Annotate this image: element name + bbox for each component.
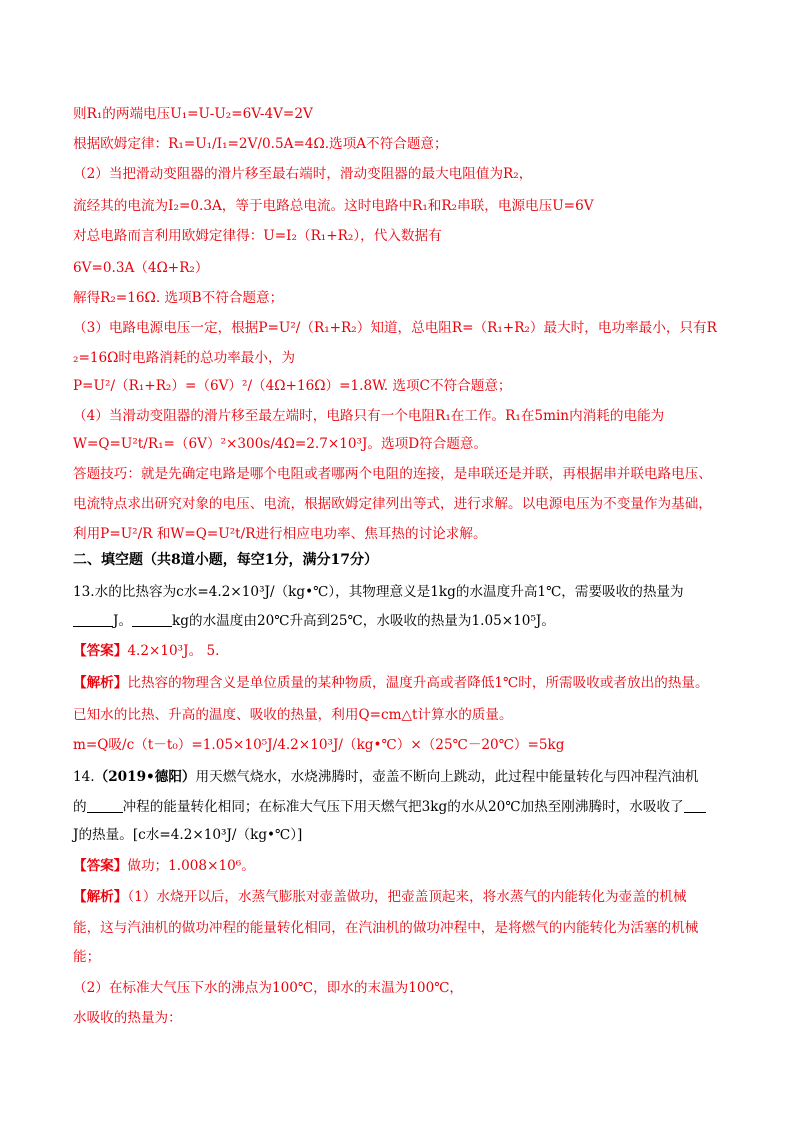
solution-line: 电流特点求出研究对象的电压、电流，根据欧姆定律列出等式，进行求解。以电源电压为不变量作为基础，: [73, 496, 712, 512]
solution-line: （2）当把滑动变阻器的滑片移至最右端时，滑动变阻器的最大电阻值为R₂，: [73, 166, 533, 182]
q13-line-2: J。 kg的水温度由20℃升高到25℃，水吸收的热量为1.05×10⁵J。: [73, 611, 740, 631]
q13-blank-1[interactable]: [73, 612, 113, 627]
solution-line: （4）当滑动变阻器的滑片移至最左端时，电路只有一个电阻R₁在工作。R₁在5min内消耗的电能为: [73, 408, 665, 424]
q14-analysis-2: 能，这与汽油机的做功冲程的能量转化相同，在汽油机的做功冲程中，是将燃气的内能转化为活塞的机械: [73, 920, 699, 936]
q14-line-3: J的热量。[c水=4.2×10³J/（kg•℃）]: [73, 827, 303, 843]
solution-line: 流经其的电流为I₂=0.3A，等于电路总电流。这时电路中R₁和R₂串联，电源电压U=6V: [73, 198, 594, 214]
solution-line: 答题技巧：就是先确定电路是哪个电阻或者哪两个电阻的连接，是串联还是并联，再根据串并联电路电压、: [73, 466, 712, 482]
q14-answer: 【答案】做功；1.008×10⁶。: [73, 858, 255, 874]
q13-blank-2[interactable]: [132, 612, 172, 627]
q14-analysis-4: （2）在标准大气压下水的沸点为100℃，即水的末温为100℃，: [73, 980, 464, 996]
q14-analysis-3: 能；: [73, 949, 101, 965]
q13-line-1: 13.水的比热容为c水=4.2×10³J/（kg•℃），其物理意义是1kg的水温度升高1℃，需要吸收的热量为: [73, 584, 684, 600]
q14-blank-1[interactable]: [87, 798, 123, 813]
q13-answer: 【答案】4.2×10³J。 5.: [73, 643, 220, 659]
solution-line: 利用P=U²/R 和W=Q=U²t/R进行相应电功率、焦耳热的讨论求解。: [73, 526, 487, 542]
solution-line: 对总电路而言利用欧姆定律得：U=I₂（R₁+R₂），代入数据有: [73, 228, 442, 244]
q14-analysis-1: 【解析】（1）水烧开以后，水蒸气膨胀对壶盖做功，把壶盖顶起来，将水蒸气的内能转化为壶盖的机械: [73, 889, 687, 905]
solution-line: ₂=16Ω时电路消耗的总功率最小，为: [73, 350, 296, 366]
q13-analysis-3: m=Q吸/c（t－t₀）=1.05×10⁵J/4.2×10³J/（kg•℃）×（25℃－20℃）=5kg: [73, 737, 565, 753]
solution-line: 解得R₂=16Ω. 选项B不符合题意；: [73, 290, 284, 306]
solution-line: （3）电路电源电压一定，根据P=U²/（R₁+R₂）知道，总电阻R=（R₁+R₂）最大时，电功率最小，只有R: [73, 320, 717, 336]
q14-line-2: 的 冲程的能量转化相同；在标准大气压下用天燃气把3kg的水从20℃加热至刚沸腾时，水吸收了: [73, 797, 740, 817]
q13-analysis-1: 【解析】比热容的物理含义是单位质量的某种物质，温度升高或者降低1℃时，所需吸收或者放出的热量。: [73, 675, 709, 691]
q14-blank-2[interactable]: [684, 798, 706, 813]
q14-analysis-5: 水吸收的热量为：: [73, 1010, 182, 1026]
solution-line: W=Q=U²t/R₁=（6V）²×300s/4Ω=2.7×10³J。选项D符合题意。: [73, 436, 488, 452]
solution-line: 则R₁的两端电压U₁=U-U₂=6V-4V=2V: [73, 106, 313, 122]
q13-analysis-2: 已知水的比热、升高的温度、吸收的热量，利用Q=cm△t计算水的质量。: [73, 707, 513, 723]
solution-line: 根据欧姆定律：R₁=U₁/I₁=2V/0.5A=4Ω.选项A不符合题意；: [73, 136, 448, 152]
section-heading: 二、填空题（共8道小题，每空1分，满分17分）: [73, 552, 378, 568]
solution-line: 6V=0.3A（4Ω+R₂）: [73, 260, 209, 276]
solution-line: P=U²/（R₁+R₂）=（6V）²/（4Ω+16Ω）=1.8W. 选项C不符合题意；: [73, 378, 512, 394]
q14-line-1: 14.（2019•德阳）用天燃气烧水，水烧沸腾时，壶盖不断向上跳动，此过程中能量转化与四冲程汽油机: [73, 769, 699, 785]
